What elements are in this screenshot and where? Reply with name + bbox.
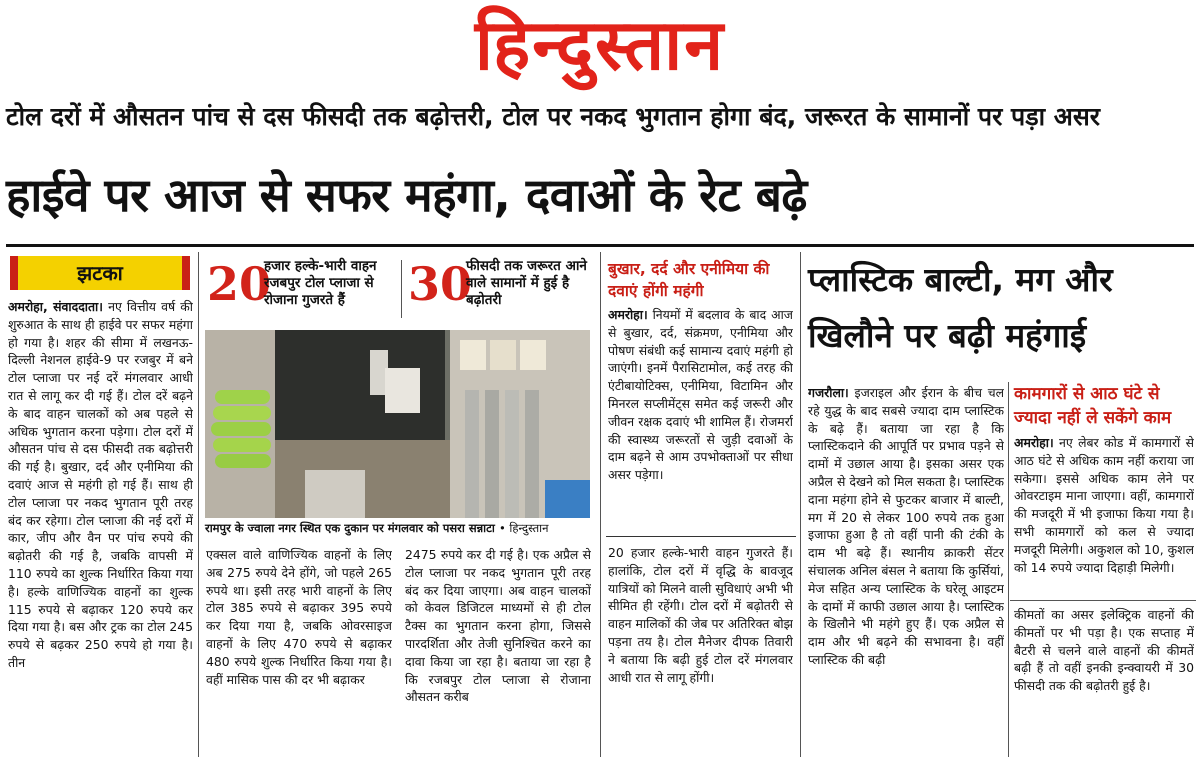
medicine-subhead: बुखार, दर्द और एनीमिया की दवाएं होंगी महंगी — [608, 260, 770, 300]
section-tag: झटका — [10, 256, 190, 290]
column-3-text: 2475 रुपये कर दी गई है। एक अप्रैल से टोल प्लाजा पर नकद भुगतान पूरी तरह बंद कर दिया जाएगा। अब वाहन चालकों को केवल डिजिटल माध्यमों से ही टोल टैक्स का भुगतान करना होगा, जिससे पारदर्शिता और तेजी सुनिश्चित करने का दावा किया जा रहा है। बताया जा रहा है कि रजबपुर टोल प्लाजा से रोजाना औसतन करीब — [405, 547, 591, 705]
stat-1-text: हजार हल्के-भारी वाहन रजबपुर टोल प्लाजा से रोजाना गुजरते हैं — [264, 258, 377, 308]
column-6 — [1014, 606, 1194, 758]
column-6-text: कीमतों का असर इलेक्ट्रिक वाहनों की कीमतों पर भी पड़ा है। एक सप्ताह में बैटरी से चलने वाले वाहनों की कीमतें बढ़ी हैं तो वहीं इनकी इन्क्वायरी में 30 फीसदी तक की बढ़ोतरी हुई है। — [1014, 607, 1194, 694]
headline-rule — [6, 244, 1194, 247]
box-rule — [1010, 600, 1196, 601]
column-2-text: एक्सल वाले वाणिज्यिक वाहनों के लिए अब 275 रुपये देने होंगे, जो पहले 265 रुपये था। इसी तरह भारी वाहनों के लिए टोल 385 रुपये से बढ़ाकर 395 रुपये कर दिया गया है, जबकि ओवरसाइज वाहनों के लिए 470 रुपये से बढ़ाकर 480 रुपये शुल्क निर्धारित किया गया है। वहीं मासिक पास की दर भी बढ़ाकर — [206, 547, 392, 687]
dateline: अमरोहा। — [608, 307, 648, 322]
stat-1-number: 20 — [207, 257, 272, 311]
photo-credit: • हिन्दुस्तान — [498, 521, 549, 535]
store-photo — [205, 330, 590, 518]
column-4-cont-text: 20 हजार हल्के-भारी वाहन गुजरते हैं। हालांकि, टोल दरों में वृद्धि के बावजूद यात्रियों को मिलने वाली सुविधाएं अभी भी सीमित ही रहेंगी। टोल दरों में बढ़ोतरी से वाहन मालिकों की जेब पर अतिरिक्त बोझ पड़ना तय है। टोल मैनेजर दीपक तिवारी ने बताया कि बढ़ी हुई टोल दरें मंगलवार आधी रात से लागू होंगी। — [608, 545, 793, 685]
column-1-text: नए वित्तीय वर्ष की शुरुआत के साथ ही हाईवे पर सफर महंगा हो गया है। शहर की सीमा में लखनऊ-दिल्ली नेशनल हाईवे-9 पर रजबुर में बने टोल प्लाजा पर नई दरें मंगलवार आधी रात से लागू कर दी गई हैं। टोल दरें बढ़ने के बाद वाहन चालकों को अब पहले से अधिक भुगतान करना पड़ेगा। टोल दरों में औसतन पांच से दस फीसदी तक बढ़ोत्तरी की गई है। बुखार, दर्द और एनीमिया की दवाएं आज से महंगी हो गई हैं। साथ ही टोल प्लाजा पर नकद भुगतान पूरी तरह बंद कर रहेगा। टोल प्लाजा की नई दरों में कार, जीप और वैन पर पांच रुपये की बढ़ोतरी की गई है, जबकि वापसी में 110 रुपये का शुल्क निर्धारित किया गया है। हल्के वाणिज्यिक वाहनों का शुल्क 115 रुपये से बढ़ाकर 120 रुपये कर दिया गया है। बस और ट्रक का टोल 245 रुपये से बढ़कर 250 रुपये हो गया है। तीन — [8, 299, 193, 670]
caption-text: रामपुर के ज्वाला नगर स्थित एक दुकान पर मंगलवार को पसरा सन्नाटा — [205, 521, 495, 535]
column-5-text: इजराइल और ईरान के बीच चल रहे युद्ध के बाद सबसे ज्यादा दाम प्लास्टिक के बढ़े हैं। बताया जा रहा है कि प्लास्टिकदाने की आपूर्ति पर प्रभाव पड़ने से दामों में उछाल आया है। इसका असर एक अप्रैल से देखने को मिल सकता है। प्लास्टिक दाना महंगा होने से फुटकर बाजार में बाल्टी, मग में 20 से लेकर 100 रुपये तक हुआ इजाफा हुआ है तो वहीं पानी की टंकी के दाम भी बढ़े हैं। स्थानीय क्राकरी सेंटर संचालक अनिल बंसल ने बताया कि कुर्सियां, मेज सहित अन्य प्लास्टिक के घरेलू आइटम के दामों में काफी उछाल आया है। प्लास्टिक के खिलौने भी महंगे हुए हैं। एक अप्रैल से दाम और भी बढ़ने की सभावना है। वहीं प्लास्टिक की बढ़ी — [808, 385, 1004, 667]
column-1 — [8, 298, 193, 758]
column-2 — [206, 546, 392, 758]
dateline: अमरोहा। — [1014, 435, 1054, 450]
labour-box-text: नए लेबर कोड में कामगारों से आठ घंटे से अधिक काम नहीं कराया जा सकेगा। इससे अधिक काम लेने पर ओवरटाइम माना जाएगा। वहीं, कामगारों की मजदूरी में भी इजाफा किया गया है। सभी कामगारों को कल से ज्यादा मजदूरी मिलेगी। अकुशल को 10, कुशल को 14 रुपये ज्यादा दिहाड़ी मिलेगी। — [1014, 435, 1194, 575]
stat-divider — [401, 260, 402, 318]
main-headline: हाईवे पर आज से सफर महंगा, दवाओं के रेट बढ़े — [6, 168, 807, 222]
column-divider — [600, 252, 601, 757]
labour-box — [1014, 434, 1194, 596]
stat-2-text: फीसदी तक जरूरत आने वाले सामानों में हुई है बढ़ोतरी — [466, 258, 587, 308]
column-divider — [198, 252, 199, 757]
column-4-text: नियमों में बदलाव के बाद आज से बुखार, दर्द, संक्रमण, एनीमिया और पोषण संबंधी कई सामान्य दवाएं महंगी हो जाएंगी। इनमें पैरासिटामोल, कई तरह की एंटीबायोटिक्स, एनीमिया, विटामिन और मिनरल सप्लीमेंट्स समेत कई जरूरी और जीवन रक्षक दवाएं भी शामिल हैं। रोजमर्रा की स्वास्थ्य जरूरतों से जुड़ी दवाओं के दाम बढ़ने से आम उपभोक्ताओं पर सीधा असर पड़ेगा। — [608, 307, 793, 483]
column-3 — [405, 546, 591, 758]
column-4 — [608, 306, 793, 528]
photo-caption — [205, 520, 595, 536]
newspaper-logo: हिन्दुस्तान — [474, 3, 726, 86]
kicker-headline: टोल दरों में औसतन पांच से दस फीसदी तक बढ़ोत्तरी, टोल पर नकद भुगतान होगा बंद, जरूरत के सामानों पर पड़ा असर — [6, 102, 1100, 131]
section-rule — [606, 536, 796, 537]
dateline: अमरोहा, संवाददाता। — [8, 299, 103, 314]
column-divider — [1008, 382, 1009, 757]
column-5 — [808, 384, 1004, 758]
masthead — [0, 0, 1200, 92]
column-divider — [800, 252, 801, 757]
labour-headline: कामगारों से आठ घंटे से ज्यादा नहीं ले सकेंगे काम — [1014, 384, 1172, 428]
store-photo-illustration — [205, 330, 590, 518]
dateline: गजरौला। — [808, 385, 849, 400]
column-4-continued — [608, 544, 793, 758]
plastic-headline: प्लास्टिक बाल्टी, मग और खिलौने पर बढ़ी महंगाई — [808, 260, 1113, 355]
stat-2-number: 30 — [408, 257, 473, 311]
